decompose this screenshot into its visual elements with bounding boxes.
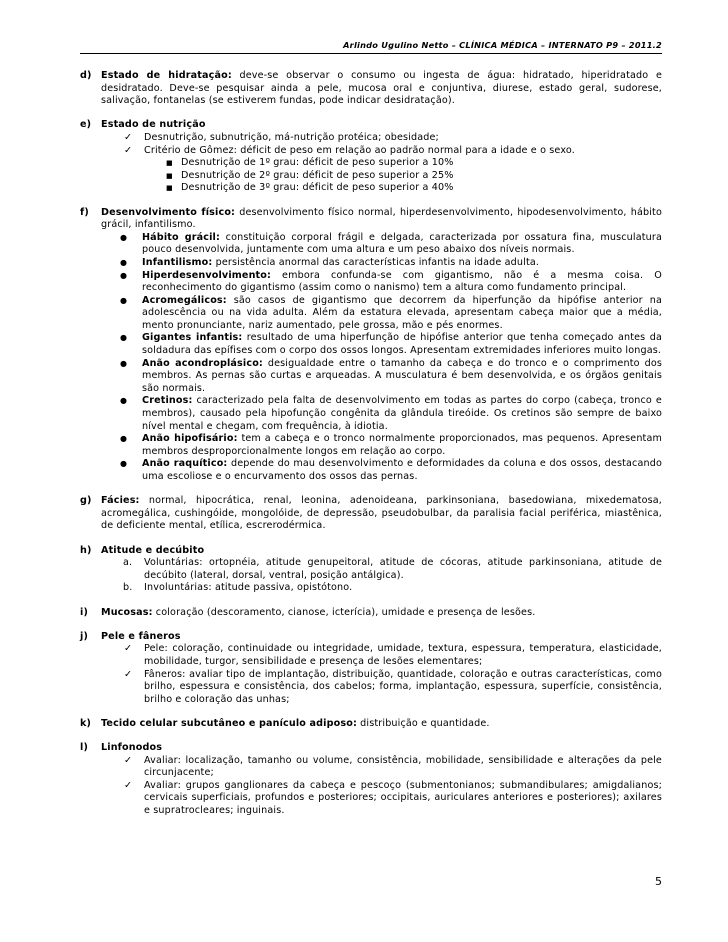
round-bullet-icon: ● <box>120 232 128 242</box>
section-paragraph <box>80 718 662 731</box>
section-hydration <box>80 70 662 108</box>
list-subitem-text: Desnutrição de 3º grau: déficit de peso superior a 40% <box>181 182 454 194</box>
section-paragraph <box>80 207 662 232</box>
section-letter: i) <box>80 606 88 618</box>
list-item-marker: b. <box>123 582 133 594</box>
list-item <box>80 270 662 295</box>
list-item <box>80 643 662 668</box>
list-item-text: Involuntárias: atitude passiva, opistótono. <box>144 582 353 594</box>
list-item-marker: a. <box>123 557 133 569</box>
list-item-term: Gigantes infantis: <box>142 332 243 344</box>
list-item-text: desigualdade entre o tamanho da cabeça e do tronco e o comprimento dos membros. As pernas são curtas e arqueadas. A musculatura é bem desenvolvida, e os órgãos genitais são normais. <box>142 357 662 394</box>
section-letter: e) <box>80 119 92 131</box>
list-item-term: Hábito grácil: <box>142 231 220 243</box>
list-subitem <box>80 157 662 170</box>
list-item-term: Anão hipofisário: <box>142 433 238 445</box>
section-letter: d) <box>80 70 92 81</box>
check-mark-icon: ✓ <box>124 131 133 143</box>
round-bullet-icon: ● <box>120 358 128 368</box>
list-item-text: Critério de Gômez: déficit de peso em relação ao padrão normal para a idade e o sexo. <box>144 144 575 156</box>
list-item-text: Desnutrição, subnutrição, má-nutrição protéica; obesidade; <box>144 131 439 143</box>
list-item-term: Cretinos: <box>142 395 193 407</box>
check-mark-icon: ✓ <box>124 754 133 766</box>
list-item <box>80 458 662 483</box>
list-item-text: caracterizado pela falta de desenvolvimento em todas as partes do corpo (cabeça, tronco e membros), causado pela hipofunção congênita da glândula tireóide. Os cretinos são sempre de baixo nível mental e chegam, com frequência, à idiotia. <box>142 395 662 432</box>
section-title: Desenvolvimento físico: <box>101 206 236 218</box>
list-item <box>80 295 662 333</box>
section-title: Tecido celular subcutâneo e panículo adiposo: <box>101 717 357 729</box>
section-paragraph <box>80 119 662 132</box>
list-item-text: constituição corporal frágil e delgada, caracterizada por ossatura fina, musculatura pouco desenvolvida, juntamente com uma altura e um peso abaixo dos níveis normais. <box>142 231 662 256</box>
square-bullet-icon: ■ <box>166 184 173 193</box>
header-rule <box>80 53 662 54</box>
section-title: Fácies: <box>101 495 140 507</box>
list-subitem <box>80 170 662 183</box>
section-paragraph <box>80 70 662 108</box>
list-subitem <box>80 182 662 195</box>
section-title: Pele e fâneros <box>101 630 181 642</box>
section-title: Estado de hidratação: <box>101 70 232 81</box>
list-item <box>80 582 662 595</box>
square-bullet-icon: ■ <box>166 159 173 168</box>
section-paragraph <box>80 545 662 558</box>
list-item <box>80 557 662 582</box>
list-item <box>80 669 662 707</box>
check-mark-icon: ✓ <box>124 779 133 791</box>
round-bullet-icon: ● <box>120 459 128 469</box>
section-letter: g) <box>80 495 92 507</box>
document-body <box>80 70 662 829</box>
section-lymph-nodes <box>80 742 662 818</box>
round-bullet-icon: ● <box>120 257 128 267</box>
round-bullet-icon: ● <box>120 295 128 305</box>
list-item-text: resultado de uma hiperfunção de hipófise anterior que tenha começado antes da soldadura das epífises com o corpo dos ossos longos. Apresentam extremidades inferiores muito longas. <box>142 332 662 357</box>
running-header: Arlindo Ugulino Netto – CLÍNICA MÉDICA – INTERNATO P9 – 2011.2 <box>343 40 662 50</box>
list-item <box>80 358 662 396</box>
list-item <box>80 145 662 158</box>
section-paragraph <box>80 631 662 644</box>
round-bullet-icon: ● <box>120 333 128 343</box>
check-mark-icon: ✓ <box>124 643 133 655</box>
round-bullet-icon: ● <box>120 270 128 280</box>
list-subitem-text: Desnutrição de 1º grau: déficit de peso superior a 10% <box>181 157 454 169</box>
section-paragraph <box>80 495 662 533</box>
list-item-text: tem a cabeça e o tronco normalmente proporcionados, mas pequenos. Apresentam membros desproporcionalmente longos em relação ao corpo. <box>142 433 662 457</box>
list-item <box>80 780 662 818</box>
list-item-term: Infantilismo: <box>142 256 213 268</box>
page-number: 5 <box>655 875 662 888</box>
section-nutrition <box>80 119 662 195</box>
square-bullet-icon: ■ <box>166 171 173 180</box>
list-item-term: Acromegálicos: <box>142 294 227 306</box>
section-subcutaneous <box>80 718 662 731</box>
section-letter: h) <box>80 544 92 556</box>
section-physical-development <box>80 207 662 484</box>
section-letter: l) <box>80 742 88 754</box>
list-item-text: Voluntárias: ortopnéia, atitude genupeitoral, atitude de cócoras, atitude parkinsoniana, atitude de decúbito (lateral, dorsal, ventral, posição antálgica). <box>144 557 662 581</box>
list-item-text: Fâneros: avaliar tipo de implantação, distribuição, quantidade, coloração e outras características, como brilho, espessura e consistência, dos cabelos; forma, implantação, espessura, superfície, consistência, brilho e coloração das unhas; <box>144 668 662 705</box>
list-item <box>80 332 662 357</box>
check-mark-icon: ✓ <box>124 144 133 156</box>
section-letter: k) <box>80 717 92 729</box>
list-item-text: persistência anormal das características infantis na idade adulta. <box>212 256 540 268</box>
list-item-text: embora confunda-se com gigantismo, não é a mesma coisa. O reconhecimento do gigantismo (assim como o nanismo) tem a altura como fundamento principal. <box>142 269 662 294</box>
list-item-term: Anão raquítico: <box>142 458 228 470</box>
section-paragraph <box>80 607 662 620</box>
list-item-term: Hiperdesenvolvimento: <box>142 269 272 281</box>
section-title: Estado de nutrição <box>101 119 206 131</box>
check-mark-icon: ✓ <box>124 668 133 680</box>
section-letter: j) <box>80 630 88 642</box>
list-item <box>80 755 662 780</box>
list-subitem-text: Desnutrição de 2º grau: déficit de peso superior a 25% <box>181 169 454 181</box>
round-bullet-icon: ● <box>120 396 128 406</box>
section-text: desenvolvimento físico normal, hiperdesenvolvimento, hipodesenvolvimento, hábito grácil, infantilismo. <box>101 206 662 231</box>
list-item-text: Avaliar: grupos ganglionares da cabeça e pescoço (submentonianos; submandibulares; amigdalianos; cervicais superficiais, profundos e posteriores; occipitais, auriculares anteriores e posteriores); axilares e supratrocleares; inguinais. <box>144 779 662 817</box>
section-title: Linfonodos <box>101 742 163 754</box>
list-item-text: depende do mau desenvolvimento e deformidades da coluna e dos ossos, destacando uma escoliose e o encurvamento dos ossos das pernas. <box>142 458 662 482</box>
section-text: coloração (descoramento, cianose, icterícia), umidade e presença de lesões. <box>152 606 536 618</box>
list-item <box>80 232 662 257</box>
section-mucosa <box>80 607 662 620</box>
section-paragraph <box>80 742 662 755</box>
list-item <box>80 132 662 145</box>
list-item-term: Anão acondroplásico: <box>142 357 263 369</box>
list-item-text: Pele: coloração, continuidade ou integridade, umidade, textura, espessura, temperatura, elasticidade, mobilidade, turgor, sensibilidade e presença de lesões elementares; <box>144 643 662 667</box>
section-letter: f) <box>80 206 89 218</box>
list-item <box>80 395 662 433</box>
round-bullet-icon: ● <box>120 434 128 444</box>
section-text: deve-se observar o consumo ou ingesta de água: hidratado, hiperidratado e desidratado. Deve-se pesquisar ainda a pele, mucosa oral e conjuntiva, diurese, estado geral, sudorese, salivação, fontanelas (se estiverem fundas, pode indicar desidratação). <box>101 70 663 107</box>
section-title: Atitude e decúbito <box>101 544 205 556</box>
section-title: Mucosas: <box>101 606 153 618</box>
list-item-text: Avaliar: localização, tamanho ou volume, consistência, mobilidade, sensibilidade e alterações da pele circunjacente; <box>144 754 662 779</box>
section-skin <box>80 631 662 707</box>
section-text: distribuição e quantidade. <box>356 717 490 729</box>
section-facies <box>80 495 662 533</box>
list-item-text: são casos de gigantismo que decorrem da hiperfunção da hipófise anterior na adolescência ou na vida adulta. Além da estatura elevada, apresentam cabeça maior que a média, mento pronunciante, nariz aumentado, pele grossa, mão e pés enormes. <box>142 294 662 331</box>
list-item <box>80 433 662 458</box>
list-item <box>80 257 662 270</box>
section-text: normal, hipocrática, renal, leonina, adenoideana, parkinsoniana, basedowiana, mixedematosa, acromegálica, cushingóide, mongolóide, de depressão, pseudobulbar, da paralisia facial periférica, miastênica, de deficiente mental, etílica, escrerodérmica. <box>101 495 662 532</box>
section-posture <box>80 545 662 595</box>
